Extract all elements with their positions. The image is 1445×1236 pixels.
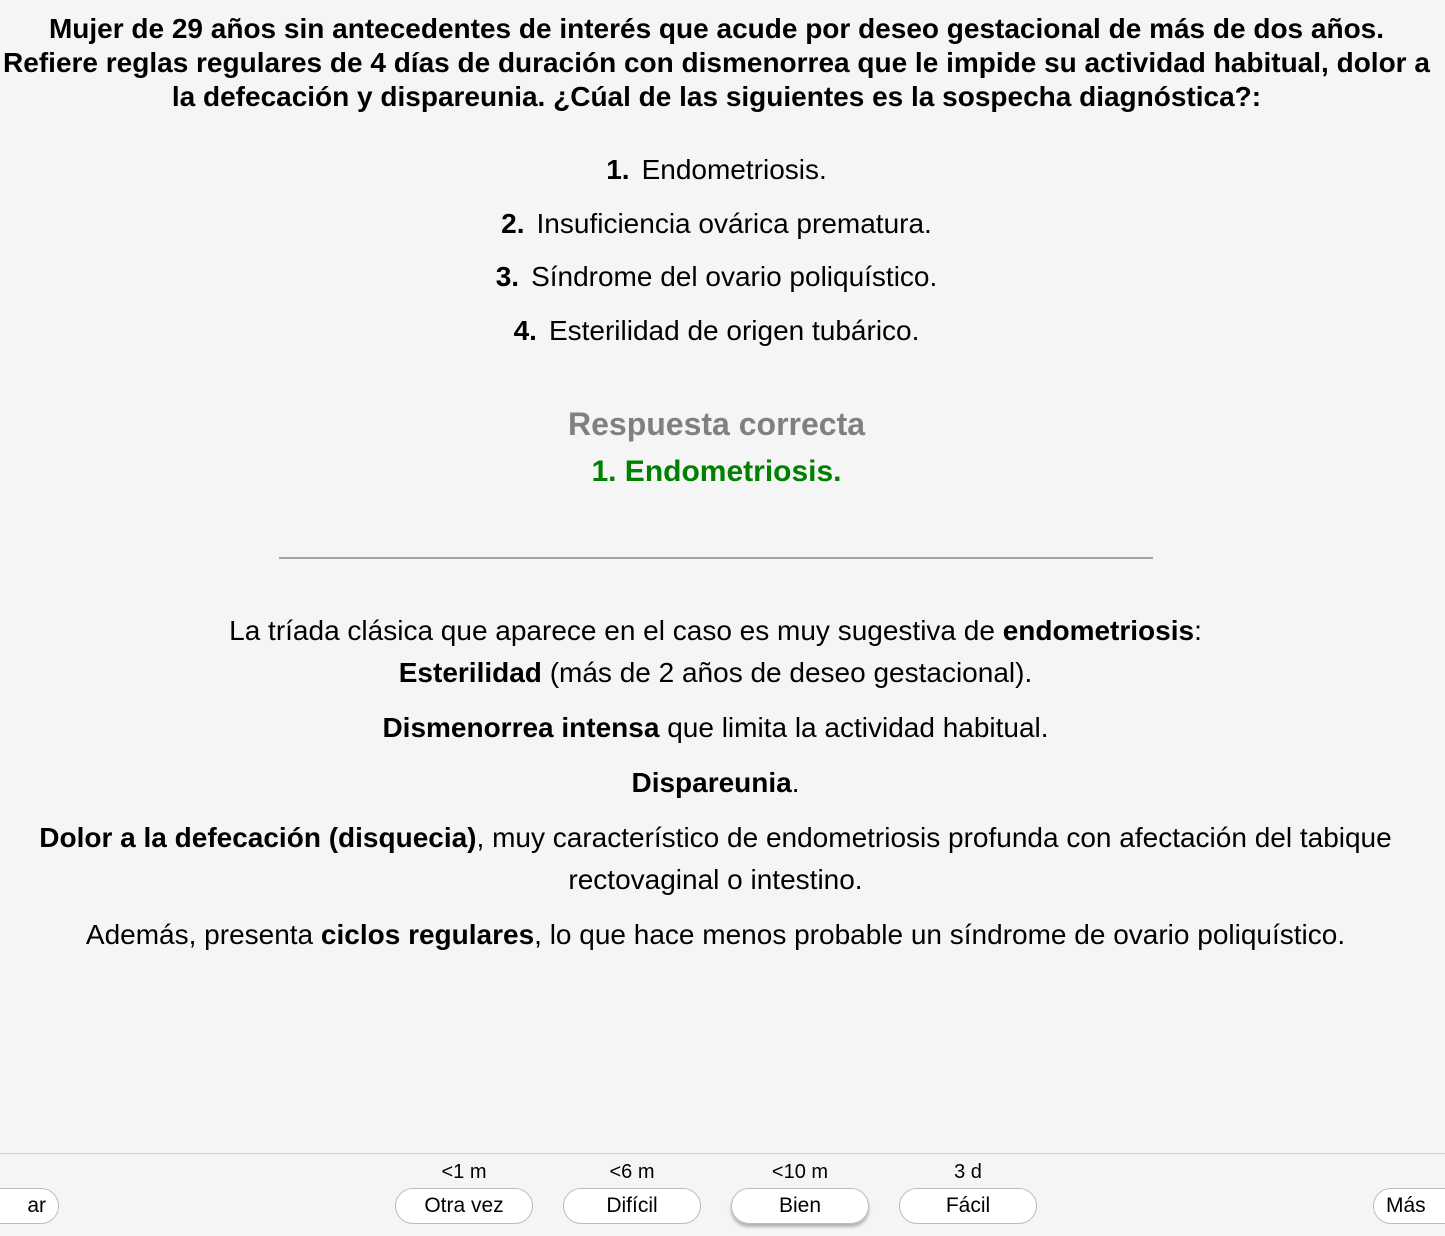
explanation-text: , muy característico de endometriosis profunda con afectación del tabique rectovaginal o intestino. xyxy=(476,822,1392,895)
easy-button[interactable]: Fácil xyxy=(899,1188,1037,1224)
explanation-bold: Esterilidad xyxy=(398,657,542,688)
edit-button[interactable]: ar xyxy=(0,1188,59,1224)
explanation-dyspareunia xyxy=(0,762,1431,804)
explanation-text: que limita la actividad habitual. xyxy=(659,712,1049,743)
explanation-dyschezia xyxy=(0,817,1431,901)
explanation-sterility xyxy=(0,652,1431,694)
ease-hard xyxy=(563,1159,701,1224)
explanation-text: : xyxy=(1194,615,1202,646)
good-button[interactable]: Bien xyxy=(731,1188,869,1224)
explanation-intro xyxy=(0,610,1431,652)
explanation-bold: ciclos regulares xyxy=(320,919,535,950)
answer-options xyxy=(0,150,1433,364)
ease-interval: 3 d xyxy=(954,1161,982,1183)
option-text: Insuficiencia ovárica prematura. xyxy=(536,207,932,239)
explanation-dysmenorrhea xyxy=(0,707,1431,749)
option-number: 2. xyxy=(501,207,525,239)
option-3 xyxy=(0,257,1433,311)
answer-divider xyxy=(279,557,1153,559)
explanation-text: La tríada clásica que aparece en el caso es muy sugestiva de xyxy=(229,615,1003,646)
option-number: 4. xyxy=(513,314,537,346)
option-text: Esterilidad de origen tubárico. xyxy=(548,314,920,346)
ease-interval: <10 m xyxy=(771,1161,829,1183)
option-4 xyxy=(0,311,1433,365)
explanation-text: . xyxy=(791,767,800,798)
explanation-bold: Dolor a la defecación (disquecia) xyxy=(39,822,477,853)
option-number: 3. xyxy=(495,261,520,292)
more-button[interactable]: Más xyxy=(1373,1188,1445,1224)
explanation-bold: Dismenorrea intensa xyxy=(382,712,660,743)
ease-interval: <6 m xyxy=(609,1161,655,1183)
option-text: Síndrome del ovario poliquístico. xyxy=(531,261,938,292)
correct-answer-value: 1. Endometriosis. xyxy=(591,455,842,488)
explanation xyxy=(0,610,1431,956)
again-button[interactable]: Otra vez xyxy=(395,1188,533,1224)
correct-answer-heading: Respuesta correcta xyxy=(567,406,866,442)
question-text: Mujer de 29 años sin antecedentes de interés que acude por deseo gestacional de más de dos años. Refiere reglas regulares de 4 días de duración con dismenorrea que le impide su actividad habitual, dolor a la defecación y dispareunia. ¿Cúal de las siguientes es la sospecha diagnóstica?: xyxy=(3,13,1430,112)
option-1 xyxy=(0,150,1433,204)
option-text: Endometriosis. xyxy=(641,154,827,185)
review-bottom-bar xyxy=(0,1153,1445,1236)
explanation-bold: endometriosis xyxy=(1002,615,1195,646)
ease-again xyxy=(395,1159,533,1224)
explanation-regular-cycles xyxy=(0,914,1431,956)
explanation-text: Además, presenta xyxy=(85,919,321,950)
hard-button[interactable]: Difícil xyxy=(563,1188,701,1224)
explanation-bold: Dispareunia xyxy=(631,767,792,798)
option-2 xyxy=(0,204,1433,258)
explanation-text: , lo que hace menos probable un síndrome de ovario poliquístico. xyxy=(534,919,1346,950)
option-number: 1. xyxy=(606,154,630,185)
ease-good xyxy=(731,1159,869,1224)
ease-interval: <1 m xyxy=(441,1161,487,1183)
ease-easy xyxy=(899,1159,1037,1224)
explanation-text: (más de 2 años de deseo gestacional). xyxy=(541,657,1033,688)
